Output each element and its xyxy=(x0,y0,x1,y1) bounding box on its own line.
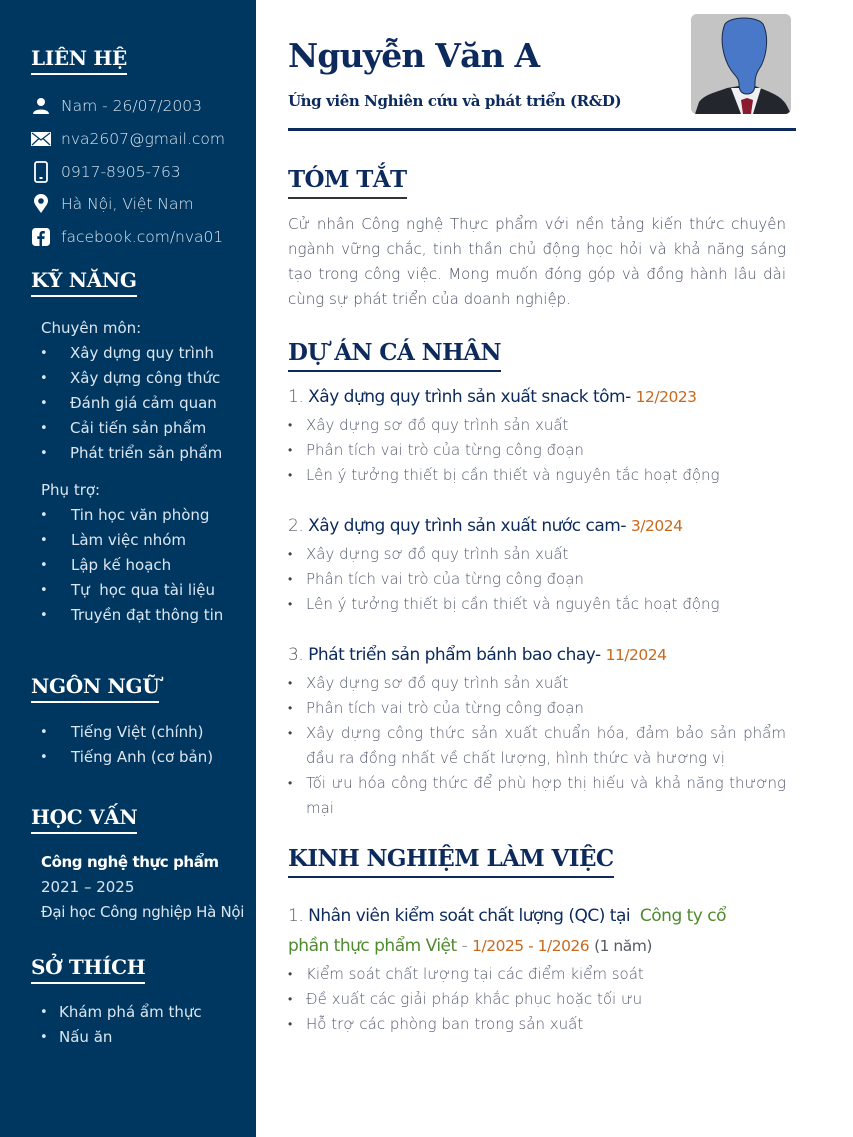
experience-period: 1/2025 - 1/2026 xyxy=(472,937,590,955)
experience-duration: (1 năm) xyxy=(594,937,652,955)
avatar xyxy=(691,14,791,114)
location-pin-icon xyxy=(31,193,51,215)
hobbies-heading: SỞ THÍCH xyxy=(31,955,145,984)
experience-title-line1: 1. Nhân viên kiểm soát chất lượng (QC) tại Công ty cổ xyxy=(288,906,727,926)
summary-heading: TÓM TẮT xyxy=(288,166,407,199)
contact-item-location xyxy=(31,192,194,216)
contact-text: Nam - 26/07/2003 xyxy=(61,97,202,115)
skills-heading: KỸ NĂNG xyxy=(31,268,137,297)
education-major: Công nghệ thực phẩm xyxy=(41,853,219,871)
project-bullet: • Xây dựng sơ đồ quy trình sản xuất xyxy=(288,545,569,563)
experience-company: Công ty cổ xyxy=(639,906,727,926)
experience-heading: KINH NGHIỆM LÀM VIỆC xyxy=(288,845,614,878)
project-date: 12/2023 xyxy=(635,388,697,406)
facebook-icon xyxy=(31,226,51,248)
project-bullet: • Xây dựng sơ đồ quy trình sản xuất xyxy=(288,416,569,434)
experience-bullet: • Đề xuất các giải pháp khắc phục hoặc tối ưu xyxy=(288,990,643,1008)
candidate-name: Nguyễn Văn A xyxy=(288,36,540,75)
contact-heading: LIÊN HỆ xyxy=(31,46,127,75)
project-title: 2. Xây dựng quy trình sản xuất nước cam- 3/2024 xyxy=(288,516,683,536)
envelope-icon xyxy=(31,128,51,150)
contact-item-phone[interactable] xyxy=(31,160,181,184)
education-years: 2021 – 2025 xyxy=(41,878,135,896)
experience-company: phần thực phẩm Việt xyxy=(288,936,457,956)
header-divider xyxy=(288,128,796,131)
languages-heading: NGÔN NGỮ xyxy=(31,674,159,703)
candidate-role: Ứng viên Nghiên cứu và phát triển (R&D) xyxy=(288,92,622,110)
contact-text: 0917-8905-763 xyxy=(61,163,181,181)
project-bullet: • Xây dựng công thức sản xuất chuẩn hóa, đảm bảo sản phẩm đầu ra đồng nhất về chất lượng, hình thức và hương vị xyxy=(288,724,786,767)
project-bullet: • Lên ý tưởng thiết bị cần thiết và nguyên tắc hoạt động xyxy=(288,595,720,613)
skills-professional-label: Chuyên môn: xyxy=(41,319,142,337)
experience-bullet: • Hỗ trợ các phòng ban trong sản xuất xyxy=(288,1015,584,1033)
project-title: 1. Xây dựng quy trình sản xuất snack tôm- 12/2023 xyxy=(288,387,697,407)
project-bullet: • Lên ý tưởng thiết bị cần thiết và nguyên tắc hoạt động xyxy=(288,466,720,484)
summary-text: Cử nhân Công nghệ Thực phẩm với nền tảng kiến thức chuyên ngành vững chắc, tinh thần chủ động học hỏi và khả năng sáng tạo trong công việc. Mong muốn đóng góp và đồng hành lâu dài cùng sự phát triển của doanh nghiệp. xyxy=(288,215,786,308)
phone-icon xyxy=(31,161,51,183)
contact-item-facebook[interactable] xyxy=(31,225,223,249)
person-icon xyxy=(31,95,51,117)
project-bullet: • Phân tích vai trò của từng công đoạn xyxy=(288,699,584,717)
contact-item-gender-dob xyxy=(31,94,202,118)
education-heading: HỌC VẤN xyxy=(31,805,137,834)
project-bullet: • Xây dựng sơ đồ quy trình sản xuất xyxy=(288,674,569,692)
experience-position: Nhân viên kiểm soát chất lượng (QC) tại xyxy=(308,906,631,926)
project-bullet: • Phân tích vai trò của từng công đoạn xyxy=(288,570,584,588)
contact-text: nva2607@gmail.com xyxy=(61,130,225,148)
education-school: Đại học Công nghiệp Hà Nội xyxy=(41,903,245,921)
skills-supporting-label: Phụ trợ: xyxy=(41,481,101,499)
project-title: 3. Phát triển sản phẩm bánh bao chay- 11/2024 xyxy=(288,645,667,665)
experience-title-line2: phần thực phẩm Việt - 1/2025 - 1/2026 (1 năm) xyxy=(288,936,652,956)
projects-heading: DỰ ÁN CÁ NHÂN xyxy=(288,339,501,372)
sidebar: LIÊN HỆ Nam - 26/07/2003 nva2607@gmail.com 0917-8905-763 Hà Nội, Việt Nam facebook.com/nva01 KỸ NĂNG Chuyên môn: • Xây dựng quy trình • Xây dựng công thức • Đánh giá cảm quan • Cải tiến sản phẩm • Phát triển sản phẩm Phụ trợ: • Tin học văn phòng • Làm việc nhóm • Lập kế hoạch • Tự học qua tài liệu • Truyền đạt thông tin NGÔN NGỮ • Tiếng Việt (chính) • Tiếng Anh (cơ bản) HỌC VẤN Công nghệ thực phẩm 2021 – 2025 Đại học Công nghiệp Hà Nội SỞ THÍCH • Khám phá ẩm thực • Nấu ăn xyxy=(0,0,256,1137)
project-bullet: • Phân tích vai trò của từng công đoạn xyxy=(288,441,584,459)
contact-text: Hà Nội, Việt Nam xyxy=(61,195,194,213)
contact-item-email[interactable] xyxy=(31,127,225,151)
project-date: 3/2024 xyxy=(630,517,683,535)
project-date: 11/2024 xyxy=(605,646,667,664)
avatar-silhouette-icon xyxy=(691,14,791,114)
contact-text: facebook.com/nva01 xyxy=(61,228,224,246)
project-bullet: • Tối ưu hóa công thức để phù hợp thị hiếu và khả năng thương mại xyxy=(288,774,786,817)
experience-bullet: • Kiểm soát chất lượng tại các điểm kiểm soát xyxy=(288,965,644,983)
